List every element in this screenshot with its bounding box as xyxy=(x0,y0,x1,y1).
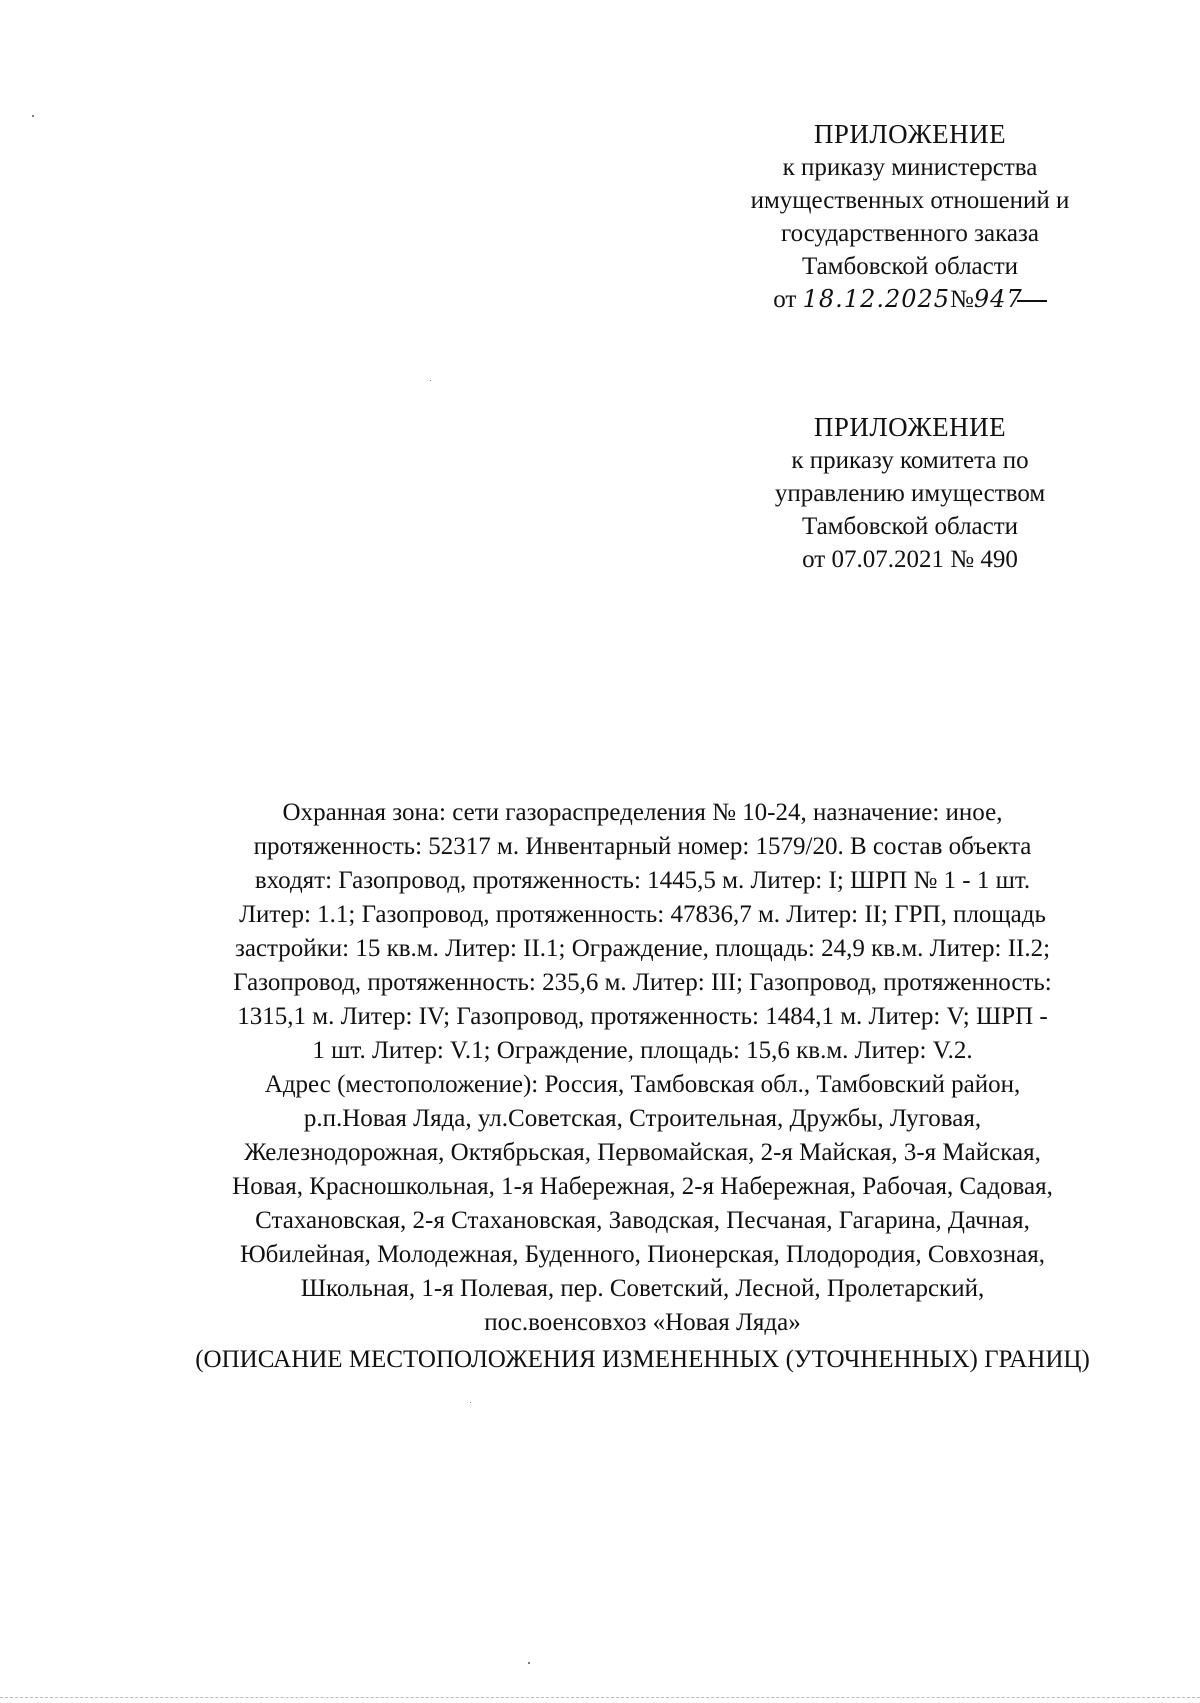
scan-speck xyxy=(470,1402,471,1403)
appendix-line: управлению имуществом xyxy=(774,480,1046,507)
scan-bottom-edge xyxy=(0,1697,1200,1698)
description-line: Литер: 1.1; Газопровод, протяженность: 47836,7 м. Литер: II; ГРП, площадь xyxy=(239,901,1046,928)
appendix-line: имущественных отношений и xyxy=(750,187,1070,214)
description-line: застройки: 15 кв.м. Литер: II.1; Ограждение, площадь: 24,9 кв.м. Литер: II.2; xyxy=(234,935,1051,962)
protection-zone-description xyxy=(165,796,1120,1340)
appendix-line: Тамбовской области xyxy=(801,513,1019,540)
appendix-heading: ПРИЛОЖЕНИЕ xyxy=(813,119,1007,149)
description-line: протяженность: 52317 м. Инвентарный номер: 1579/20. В состав объекта xyxy=(253,833,1032,860)
description-line: 1 шт. Литер: V.1; Ограждение, площадь: 15,6 кв.м. Литер: V.2. xyxy=(312,1037,973,1064)
handwritten-stroke xyxy=(1017,300,1047,302)
description-line: Новая, Красношкольная, 1-я Набережная, 2-я Набережная, Рабочая, Садовая, xyxy=(232,1173,1053,1200)
description-line: Юбилейная, Молодежная, Буденного, Пионерская, Плодородия, Совхозная, xyxy=(239,1241,1046,1268)
appendix-line: от 07.07.2021 № 490 xyxy=(802,546,1018,573)
appendix-line: государственного заказа xyxy=(781,220,1039,247)
date-prefix: от xyxy=(773,286,797,313)
handwritten-date: 18.12.2025 xyxy=(802,285,951,313)
description-line: входят: Газопровод, протяженность: 1445,5 м. Литер: I; ШРП № 1 - 1 шт. xyxy=(254,867,1031,894)
description-line: 1315,1 м. Литер: IV; Газопровод, протяженность: 1484,1 м. Литер: V; ШРП - xyxy=(237,1003,1048,1030)
number-sign: № xyxy=(950,286,974,313)
description-line: Газопровод, протяженность: 235,6 м. Литер: III; Газопровод, протяженность: xyxy=(233,969,1052,996)
description-line: Стахановская, 2-я Стахановская, Заводская, Песчаная, Гагарина, Дачная, xyxy=(255,1207,1030,1234)
appendix-heading: ПРИЛОЖЕНИЕ xyxy=(813,412,1007,442)
appendix-line: к приказу комитета по xyxy=(791,447,1029,474)
description-line: Школьная, 1-я Полевая, пер. Советский, Лесной, Пролетарский, xyxy=(300,1275,985,1302)
description-line: Охранная зона: сети газораспределения № 10-24, назначение: иное, xyxy=(282,799,1003,826)
description-line: р.п.Новая Ляда, ул.Советская, Строительная, Дружбы, Луговая, xyxy=(303,1105,982,1132)
appendix-line: Тамбовской области xyxy=(801,253,1019,280)
section-title: (ОПИСАНИЕ МЕСТОПОЛОЖЕНИЯ ИЗМЕНЕННЫХ (УТОЧНЕННЫХ) ГРАНИЦ) xyxy=(195,1346,1090,1373)
appendix-line: к приказу министерства xyxy=(782,154,1038,181)
appendix-block-committee xyxy=(700,411,1120,576)
appendix-block-ministry xyxy=(700,118,1120,316)
scan-speck xyxy=(430,380,431,381)
description-line: Железнодорожная, Октябрьская, Первомайская, 2-я Майская, 3-я Майская, xyxy=(244,1139,1041,1166)
scan-speck xyxy=(528,1662,530,1664)
handwritten-number: 947 xyxy=(973,285,1023,313)
order-date-line xyxy=(700,283,1120,316)
description-line: Адрес (местоположение): Россия, Тамбовская обл., Тамбовский район, xyxy=(264,1071,1021,1098)
scan-speck xyxy=(32,115,34,117)
description-line: пос.военсовхоз «Новая Ляда» xyxy=(484,1309,801,1336)
